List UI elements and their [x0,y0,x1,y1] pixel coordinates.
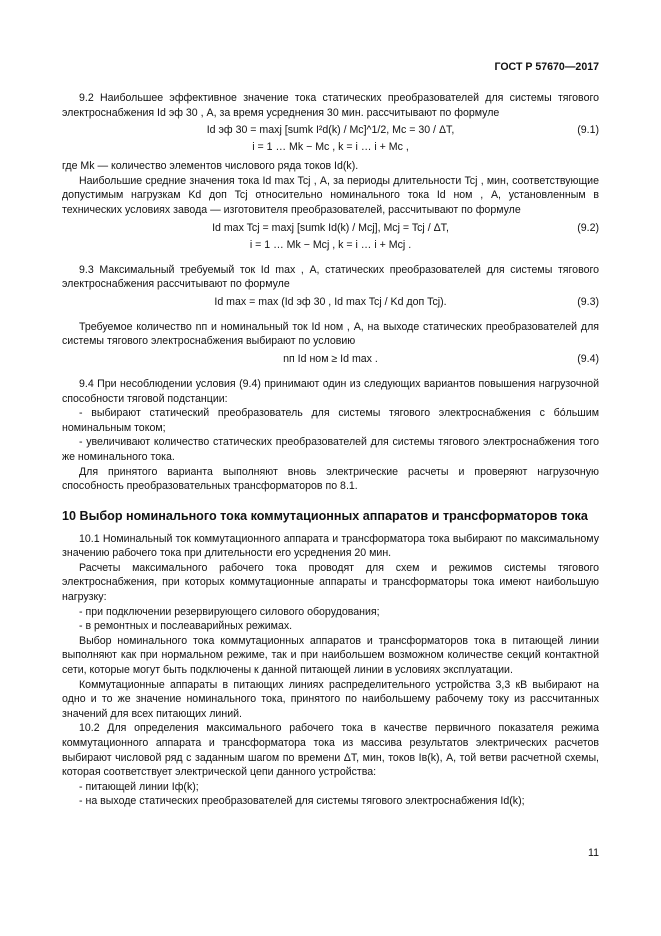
list-item: - в ремонтных и послеаварийных режимах. [79,620,293,633]
formula-expression: Id эф 30 = maxj [sumk I²d(k) / Mc]^1/2, Mc = 30 / ΔT, [206,124,455,137]
paragraph-9-2: 9.2 Наибольшее эффективное значение тока статических преобразователей для системы тягового электроснабжения Id эф 30 , А, за время усреднения 30 мин. рассчитывают по формуле [62,92,599,119]
paragraph-feeder-selection: Выбор номинального тока коммутационных аппаратов и трансформаторов тока в питающей линии выполняют как при нормальном режиме, так и при наибольшем возможном количестве секций контактной сети, которые могут быть подключены к данной питающей линии в условиях эксплуатации. [62,634,599,677]
formula-9-2 [62,220,599,254]
standard-designation: ГОСТ Р 57670—2017 [494,61,599,73]
document-body [62,91,599,809]
list-item: - при подключении резервирующего силового оборудования; [79,605,380,618]
section-heading-10: 10 Выбор номинального тока коммутационных аппаратов и трансформаторов тока [62,508,588,523]
list-item: - на выходе статических преобразователей для системы тягового электроснабжения Id(k); [79,795,525,808]
paragraph-average-currents: Наибольшие средние значения тока Id max Tcj , А, за периоды длительности Tcj , мин, соответствующие допустимым нагрузкам Kd доп Tcj относительно номинального тока Id ном , А, установленным в технических условиях завода — изготовителя преобразователей, рассчитывают по формуле [62,174,599,216]
page-number: 11 [588,847,599,859]
paragraph-10-2: 10.2 Для определения максимального рабочего тока в качестве первичного показателя режима коммутационного аппарата и трансформатора тока из массива результатов электрических расчетов выбирают числовой ряд с заданным шагом по времени ΔT, мин, токов Iв(k), А, той ветви расчетной схемы, которая соответствует электрической цепи данного устройства: [62,722,599,779]
paragraph-9-3: 9.3 Максимальный требуемый ток Id max , А, статических преобразователей для системы тягового электроснабжения рассчитывают по формуле [62,263,599,291]
paragraph-max-current-calc: Расчеты максимального рабочего тока проводят для схем и режимов системы тягового электроснабжения, при которых коммутационные аппараты и трансформаторы тока имеют наибольшую нагрузку: [62,561,599,604]
formula-expression: i = 1 … Mk − Mc , k = i … i + Mc , [252,141,409,154]
formula-expression: Id max Tcj = maxj [sumk Id(k) / Mcj], Mcj = Tcj / ΔT, [212,221,449,234]
paragraph-recalculate: Для принятого варианта выполняют вновь электрические расчеты и проверяют нагрузочную способность преобразовательных трансформаторов по 8.1. [62,465,599,493]
formula-number: (9.4) [577,352,599,365]
formula-9-3 [62,294,599,311]
list-item: - увеличивают количество статических преобразователей для системы тягового электроснабжения того же номинального тока. [62,436,599,463]
formula-expression: Id max = max (Id эф 30 , Id max Tcj / Kd доп Tcj). [214,295,447,308]
paragraph-9-4: 9.4 При несоблюдении условия (9.4) принимают один из следующих вариантов повышения нагрузочной способности тяговой подстанции: [62,377,599,405]
formula-9-1 [62,122,599,156]
formula-expression: i = 1 … Mk − Mcj , k = i … i + Mcj . [249,238,412,251]
paragraph-switchgear-3-3kv: Коммутационные аппараты в питающих линиях распределительного устройства 3,3 кВ выбирают на одно и то же значение номинального тока, принятого по наибольшему рабочему току из рассчитанных значений для всех питающих линий. [62,678,599,720]
paragraph-where-mk: где Mk — количество элементов числового ряда токов Id(k). [62,160,359,173]
list-item: - выбирают статический преобразователь для системы тягового электроснабжения с бо́льшим номинальным током; [62,407,599,434]
formula-9-4 [62,351,599,368]
paragraph-required-count: Требуемое количество nп и номинальный ток Id ном , А, на выходе статических преобразователей для системы тягового электроснабжения выбирают по условию [62,320,599,348]
formula-expression: nп Id ном ≥ Id max . [283,352,378,365]
formula-number: (9.1) [577,124,599,137]
formula-number: (9.3) [577,295,599,308]
formula-number: (9.2) [577,221,599,234]
list-item: - питающей линии Iф(k); [79,780,199,793]
paragraph-10-1: 10.1 Номинальный ток коммутационного аппарата и трансформатора тока выбирают по максимальному значению рабочего тока при длительности его усреднения 20 мин. [62,532,599,560]
